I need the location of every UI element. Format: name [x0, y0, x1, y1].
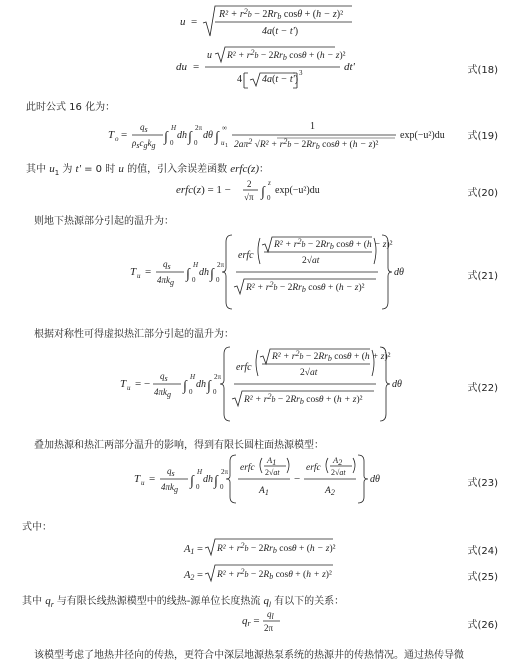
svg-text:dθ: dθ: [394, 267, 404, 278]
svg-text:R² + r2b − 2Rrb cosθ + (h − z): $R^2 + r^2_b - 2Rr_b$ cosθ + (h − z)²: [227, 48, 346, 62]
svg-text:=: =: [149, 473, 156, 485]
svg-text:R² + r2b − 2Rrb cosθ + (h − z): $R^2 + r^2_b - 2Rr_b$ cosθ + (h − z)²: [217, 541, 336, 555]
svg-text:u: u: [207, 50, 212, 61]
svg-text:A1: $A_1$: [259, 486, 269, 497]
equation-22: [0, 342, 520, 426]
svg-text:R² + r2b − 2Rrb cosθ + (h − z): $R^2 + r^2_b - 2Rr_b$ cosθ + (h − z)²: [274, 237, 393, 251]
svg-text:u: u: [127, 384, 131, 392]
svg-text:∫: ∫: [190, 474, 194, 489]
svg-text:0: 0: [220, 483, 224, 491]
equation-26-svg: [0, 606, 520, 636]
svg-text:erfc: erfc: [236, 362, 252, 373]
equation-u-definition: [0, 2, 520, 42]
svg-text:ql: ql: [267, 609, 274, 621]
svg-text:A1: A1: [267, 455, 277, 467]
svg-text:erfc(z) = 1 −: erfc(z) = 1 −: [176, 184, 231, 196]
text-segment: = 0 时: [80, 164, 119, 175]
sub-l: l: [269, 601, 271, 609]
svg-text:o: o: [115, 135, 119, 143]
svg-text:H: H: [171, 124, 177, 132]
svg-text:2: 2: [247, 179, 252, 189]
var-z: (z): [247, 163, 259, 175]
equation-number-24: 式(24): [467, 546, 498, 557]
svg-text:u: u: [141, 479, 145, 487]
svg-text:∫: ∫: [261, 185, 265, 200]
equation-22-svg: [0, 342, 520, 426]
svg-text:2π: 2π: [214, 373, 222, 381]
svg-text:2√at: 2√at: [265, 468, 280, 477]
var-u: u: [49, 163, 55, 175]
svg-text:√π: √π: [244, 192, 254, 202]
svg-text:4a(t − t'): 4a(t − t'): [262, 74, 299, 85]
svg-text:∞: ∞: [222, 124, 227, 132]
svg-text:A1 =: A1 =: [184, 544, 203, 556]
equation-number-19: 式(19): [467, 131, 498, 142]
svg-text:4a(t − t'): 4a(t − t'): [262, 26, 299, 37]
svg-text:T: T: [120, 378, 127, 390]
svg-text:2√at: 2√at: [300, 368, 318, 378]
svg-text:qs: qs: [163, 259, 171, 271]
svg-text:= −: = −: [135, 378, 151, 390]
svg-text:2π: 2π: [264, 623, 274, 633]
var-t-prime: t': [75, 163, 81, 175]
svg-text:H: H: [190, 373, 196, 381]
svg-text:qr =: qr =: [242, 615, 260, 628]
equation-21-svg: [0, 230, 520, 312]
svg-text:dt': dt': [344, 61, 355, 73]
svg-text:qs: qs: [160, 371, 168, 383]
var-q: q: [45, 595, 51, 607]
svg-text:u: u: [180, 16, 186, 28]
svg-text:∫: ∫: [207, 379, 211, 394]
var-erfc: erfc: [230, 163, 248, 175]
equation-19-svg: [0, 114, 520, 156]
paragraph-model-description: 该模型考虑了地热井径向的传热，更符合中深层地源热泵系统的热源井的传热情况。通过热传导微: [34, 650, 464, 661]
svg-text:dθ: dθ: [203, 130, 213, 141]
svg-text:0: 0: [213, 388, 217, 396]
text-segment: 的值，引入余误差函数: [123, 164, 231, 175]
equation-number-25: 式(25): [467, 572, 498, 583]
svg-text:4πkg: 4πkg: [154, 387, 172, 399]
svg-text:exp(−u²)du: exp(−u²)du: [275, 185, 320, 196]
svg-text:1: 1: [225, 143, 228, 149]
svg-text:H: H: [197, 468, 203, 476]
paragraph-formula-16: 此时公式 16 化为：: [26, 102, 116, 113]
svg-text:4πkg: 4πkg: [157, 275, 175, 287]
equation-18: [0, 42, 520, 94]
svg-text:2aπ2 √R² + r2b − 2Rrb cosθ + (: $2a\pi^2$ $√R^2 + r^2_b - 2Rr_b$ cosθ + (h − z)²: [234, 137, 379, 151]
svg-text:4πkg: 4πkg: [161, 482, 179, 494]
svg-text:R² + r2b − 2Rrb cosθ + (h + z): $R^2 + r^2_b - 2Rr_b$ cosθ + (h + z)²: [272, 349, 391, 363]
svg-text:3: 3: [299, 69, 303, 77]
equation-21: [0, 230, 520, 312]
svg-text:erfc: erfc: [238, 250, 254, 261]
text-segment: 其中: [22, 596, 46, 607]
svg-text:dh: dh: [177, 130, 187, 141]
svg-text:0: 0: [170, 139, 174, 147]
sub-r: r: [50, 601, 54, 609]
svg-text:T: T: [130, 266, 137, 278]
svg-text:A2: $A_2$: [325, 486, 335, 497]
equation-18-svg: [0, 42, 520, 94]
svg-text:z: z: [268, 179, 271, 187]
svg-text:u: u: [221, 139, 225, 147]
text-segment: ：: [258, 164, 269, 175]
svg-text:erfc: erfc: [240, 463, 255, 473]
svg-text:=: =: [121, 129, 128, 141]
svg-text:0: 0: [267, 194, 271, 202]
text-segment: 为: [59, 164, 76, 175]
svg-text:dθ: dθ: [392, 379, 402, 390]
svg-text:du: du: [176, 61, 187, 73]
svg-text:exp(−u²)du: exp(−u²)du: [400, 130, 445, 141]
svg-text:4: 4: [237, 74, 242, 85]
svg-text:R² + r2b − 2Rrb cosθ + (h + z): $R^2 + r^2_b - 2Rr_b$ cosθ + (h + z)²: [244, 392, 363, 406]
equation-25-svg: [0, 562, 520, 586]
svg-text:A2: A2: [333, 455, 343, 467]
text-segment: 有以下的关系：: [271, 596, 345, 607]
svg-text:T: T: [108, 129, 115, 141]
svg-text:=: =: [191, 16, 198, 28]
svg-text:1: 1: [310, 121, 315, 132]
equation-20-svg: [0, 176, 520, 206]
text-segment: 与有限长线热源模型中的线热-源单位长度热流: [53, 596, 264, 607]
svg-text:2π: 2π: [221, 468, 229, 476]
equation-23: [0, 452, 520, 504]
svg-text:=: =: [145, 266, 152, 278]
svg-text:erfc: erfc: [306, 463, 321, 473]
equation-number-26: 式(26): [467, 620, 498, 631]
paragraph-u1-definition: [26, 160, 510, 177]
svg-text:A2 =: A2 =: [184, 570, 203, 582]
paragraph-where: 式中：: [22, 522, 52, 533]
svg-text:∫: ∫: [210, 267, 214, 282]
svg-text:0: 0: [216, 276, 220, 284]
equation-number-22: 式(22): [467, 383, 498, 394]
svg-text:0: 0: [194, 139, 198, 147]
equation-number-20: 式(20): [467, 188, 498, 199]
equation-number-18: 式(18): [467, 65, 498, 76]
paragraph-superposition: 叠加热源和热汇两部分温升的影响，得到有限长圆柱面热源模型：: [34, 440, 324, 451]
svg-text:2π: 2π: [195, 124, 203, 132]
svg-text:0: 0: [192, 276, 196, 284]
svg-text:∫: ∫: [188, 130, 192, 145]
svg-text:∫: ∫: [186, 267, 190, 282]
equation-number-23: 式(23): [467, 478, 498, 489]
svg-text:∫: ∫: [214, 474, 218, 489]
text-segment: 其中: [26, 164, 50, 175]
svg-text:∫: ∫: [164, 130, 168, 145]
svg-text:qs: qs: [140, 122, 148, 134]
svg-text:dh: dh: [199, 267, 209, 278]
svg-text:dh: dh: [196, 379, 206, 390]
svg-text:dθ: dθ: [370, 474, 380, 485]
equation-23-svg: [0, 452, 520, 504]
svg-text:2√at: 2√at: [331, 468, 346, 477]
sub-1: 1: [54, 169, 60, 177]
equation-20: [0, 176, 520, 206]
svg-text:=: =: [193, 61, 200, 73]
svg-text:T: T: [134, 473, 141, 485]
svg-text:qs: qs: [167, 466, 175, 478]
equation-u-svg: [0, 2, 520, 42]
equation-25: [0, 562, 520, 586]
svg-text:0: 0: [196, 483, 200, 491]
equation-number-21: 式(21): [467, 271, 498, 282]
equation-24-svg: [0, 536, 520, 560]
paragraph-heat-sink: 根据对称性可得虚拟热汇部分引起的温升为：: [34, 329, 234, 340]
svg-text:ρscgkg: ρscgkg: [132, 138, 156, 150]
svg-text:∫: ∫: [215, 130, 219, 145]
svg-text:u: u: [137, 272, 141, 280]
var-u: u: [118, 163, 124, 175]
svg-text:0: 0: [189, 388, 193, 396]
svg-text:2π: 2π: [217, 261, 225, 269]
svg-text:R² + r2b − 2Rrb cosθ + (h − z): $R^2 + r^2_b - 2Rr_b$ cosθ + (h − z)²: [246, 280, 365, 294]
svg-text:dh: dh: [203, 474, 213, 485]
svg-text:R² + r2b − 2Rb cosθ + (h + z)²: $R^2 + r^2_b - 2R_b$ cosθ + (h + z)²: [217, 567, 332, 581]
paragraph-heat-source: 则地下热源部分引起的温升为：: [34, 216, 174, 227]
equation-19: [0, 114, 520, 156]
var-q: q: [263, 595, 270, 607]
svg-text:∫: ∫: [183, 379, 187, 394]
svg-text:R² + r2b − 2Rrb cosθ + (h − z): $R^2 + r^2_b - 2Rr_b$ cosθ + (h − z)²: [219, 7, 344, 21]
equation-26: [0, 606, 520, 636]
svg-text:H: H: [193, 261, 199, 269]
svg-text:2√at: 2√at: [302, 256, 320, 266]
equation-24: [0, 536, 520, 560]
svg-text:−: −: [294, 473, 301, 485]
